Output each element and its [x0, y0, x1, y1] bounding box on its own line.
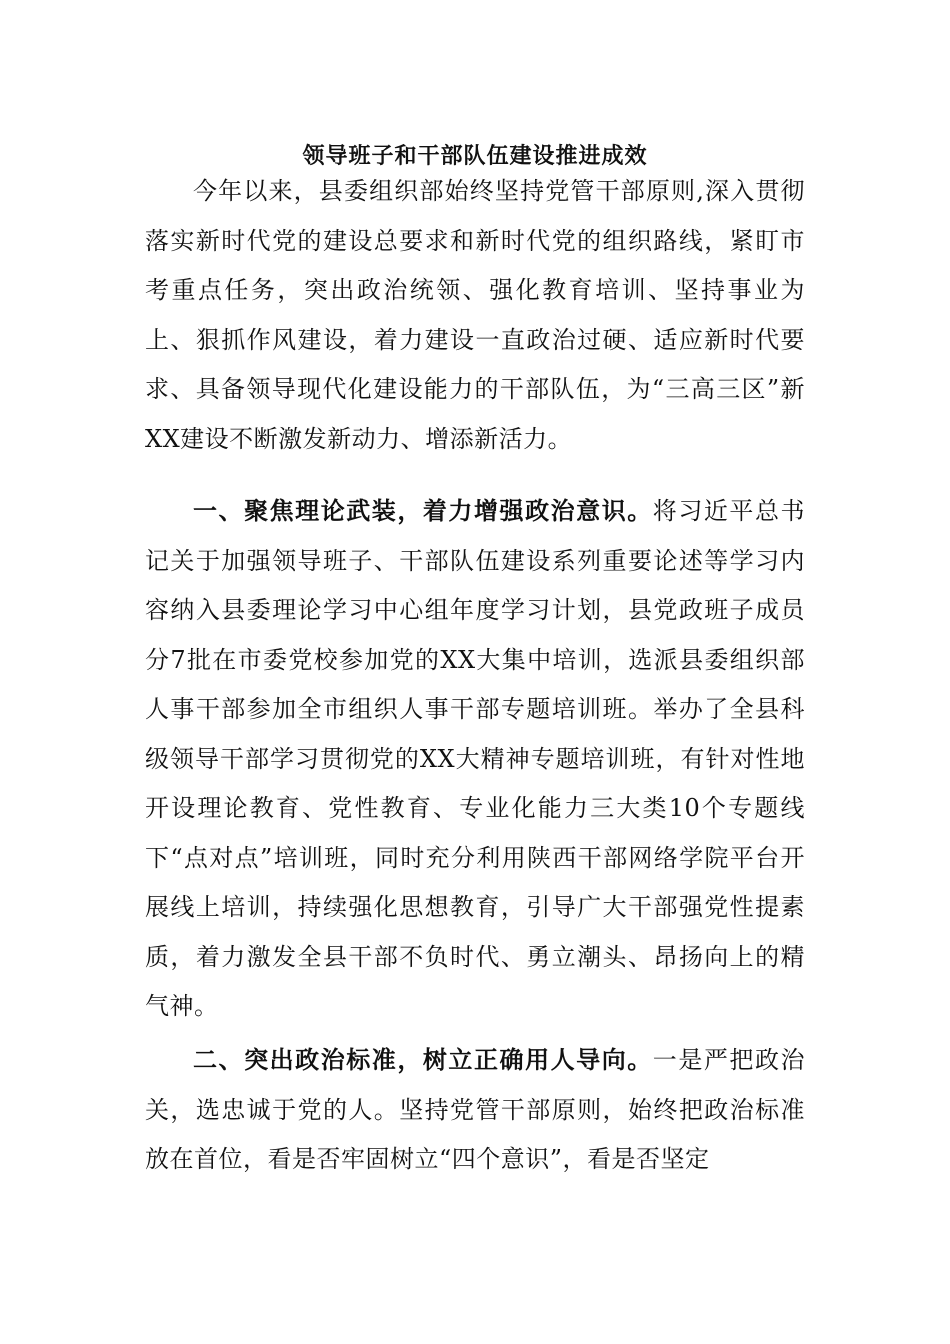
section-1-heading: 一、聚焦理论武装，着力增强政治意识。: [193, 496, 653, 525]
paragraph-section-2: [145, 1035, 805, 1185]
paragraph-text: 今年以来，县委组织部始终坚持党管干部原则,深入贯彻落实新时代党的建设总要求和新时代党的组织路线，紧盯市考重点任务，突出政治统领、强化教育培训、坚持事业为上、狠抓作风建设，着力建设一直政治过硬、适应新时代要求、具备领导现代化建设能力的干部队伍，为“三高三区”新XX建设不断激发新动力、增添新活力。: [145, 177, 805, 453]
paragraph-section-1: [145, 486, 805, 1032]
section-2-heading: 二、突出政治标准，树立正确用人导向。: [193, 1045, 653, 1074]
paragraph-text: 一是严把政治关，选忠诚于党的人。坚持党管干部原则，始终把政治标准放在首位，看是否牢固树立“四个意识”，看是否坚定: [145, 1046, 805, 1173]
paragraph-intro: [145, 166, 805, 464]
paragraph-text: 将习近平总书记关于加强领导班子、干部队伍建设系列重要论述等学习内容纳入县委理论学习中心组年度学习计划，县党政班子成员分7批在市委党校参加党的XX大集中培训，选派县委组织部人事干部参加全市组织人事干部专题培训班。举办了全县科级领导干部学习贯彻党的XX大精神专题培训班，有针对性地开设理论教育、党性教育、专业化能力三大类10个专题线下“点对点”培训班，同时充分利用陕西干部网络学院平台开展线上培训，持续强化思想教育，引导广大干部强党性提素质，着力激发全县干部不负时代、勇立潮头、昂扬向上的精气神。: [145, 497, 805, 1020]
document-title: 领导班子和干部队伍建设推进成效: [302, 143, 648, 169]
